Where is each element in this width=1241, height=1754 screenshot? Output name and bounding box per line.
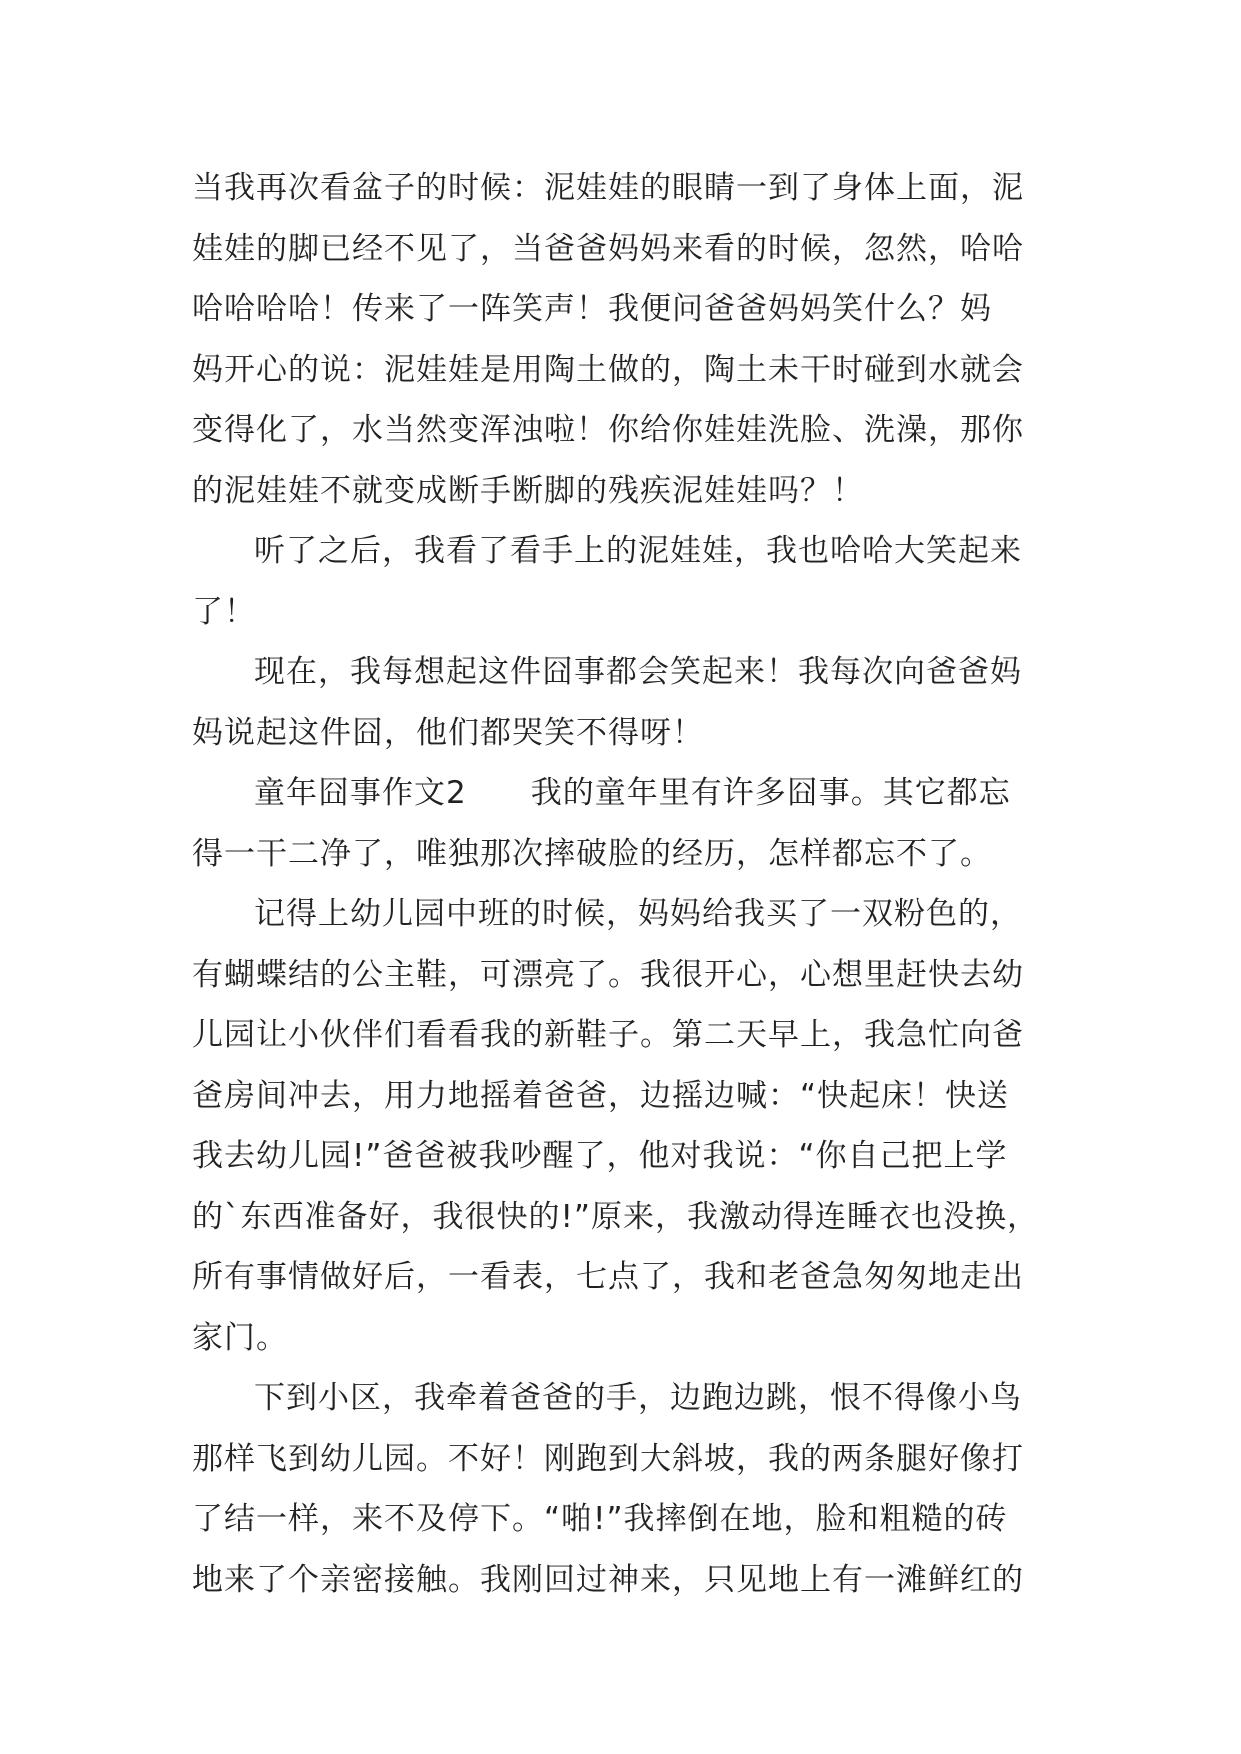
text-line: 家门。 (192, 1319, 288, 1356)
text-line: 当我再次看盆子的时候：泥娃娃的眼睛一到了身体上面，泥 (192, 170, 1024, 206)
text-line: 了！ (192, 593, 256, 630)
text-line: 的`东西准备好，我很快的!”原来，我激动得连睡衣也没换， (192, 1198, 1039, 1235)
text-line: 妈说起这件囧，他们都哭笑不得呀！ (192, 714, 704, 751)
paragraph-start-line: 听了之后，我看了看手上的泥娃娃，我也哈哈大笑起来 (254, 533, 1022, 569)
paragraph-start-line: 现在，我每想起这件囧事都会笑起来！我每次向爸爸妈 (254, 654, 1022, 690)
essay-body (192, 158, 1072, 1610)
text-line: 妈开心的说：泥娃娃是用陶土做的，陶土未干时碰到水就会 (192, 351, 1024, 388)
text-line: 地来了个亲密接触。我刚回过神来，只见地上有一滩鲜红的 (192, 1561, 1024, 1598)
text-line: 那样飞到幼儿园。不好！刚跑到大斜坡，我的两条腿好像打 (192, 1440, 1024, 1477)
paragraph-start-line: 童年囧事作文2 我的童年里有许多囧事。其它都忘 (254, 775, 1011, 811)
text-line: 有蝴蝶结的公主鞋，可漂亮了。我很开心，心想里赶快去幼 (192, 956, 1024, 993)
text-line: 了结一样，来不及停下。“啪!”我摔倒在地，脸和粗糙的砖 (192, 1501, 1008, 1537)
text-line: 的泥娃娃不就变成断手断脚的残疾泥娃娃吗？！ (192, 472, 864, 509)
paragraph-start-line: 下到小区，我牵着爸爸的手，边跑边跳，恨不得像小鸟 (254, 1380, 1022, 1416)
text-line: 变得化了，水当然变浑浊啦！你给你娃娃洗脸、洗澡，那你 (192, 412, 1024, 448)
text-line: 哈哈哈哈！传来了一阵笑声！我便问爸爸妈妈笑什么？妈 (192, 291, 992, 327)
text-line: 儿园让小伙伴们看看我的新鞋子。第二天早上，我急忙向爸 (192, 1017, 1024, 1053)
text-line: 得一干二净了，唯独那次摔破脸的经历，怎样都忘不了。 (192, 835, 992, 872)
paragraph-start-line: 记得上幼儿园中班的时候，妈妈给我买了一双粉色的， (254, 896, 1022, 932)
text-line: 娃娃的脚已经不见了，当爸爸妈妈来看的时候，忽然，哈哈 (192, 230, 1024, 267)
text-line: 我去幼儿园!”爸爸被我吵醒了，他对我说：“你自己把上学 (192, 1138, 1008, 1174)
text-line: 爸房间冲去，用力地摇着爸爸，边摇边喊：“快起床！快送 (192, 1077, 1010, 1114)
text-line: 所有事情做好后，一看表，七点了，我和老爸急匆匆地走出 (192, 1259, 1024, 1295)
